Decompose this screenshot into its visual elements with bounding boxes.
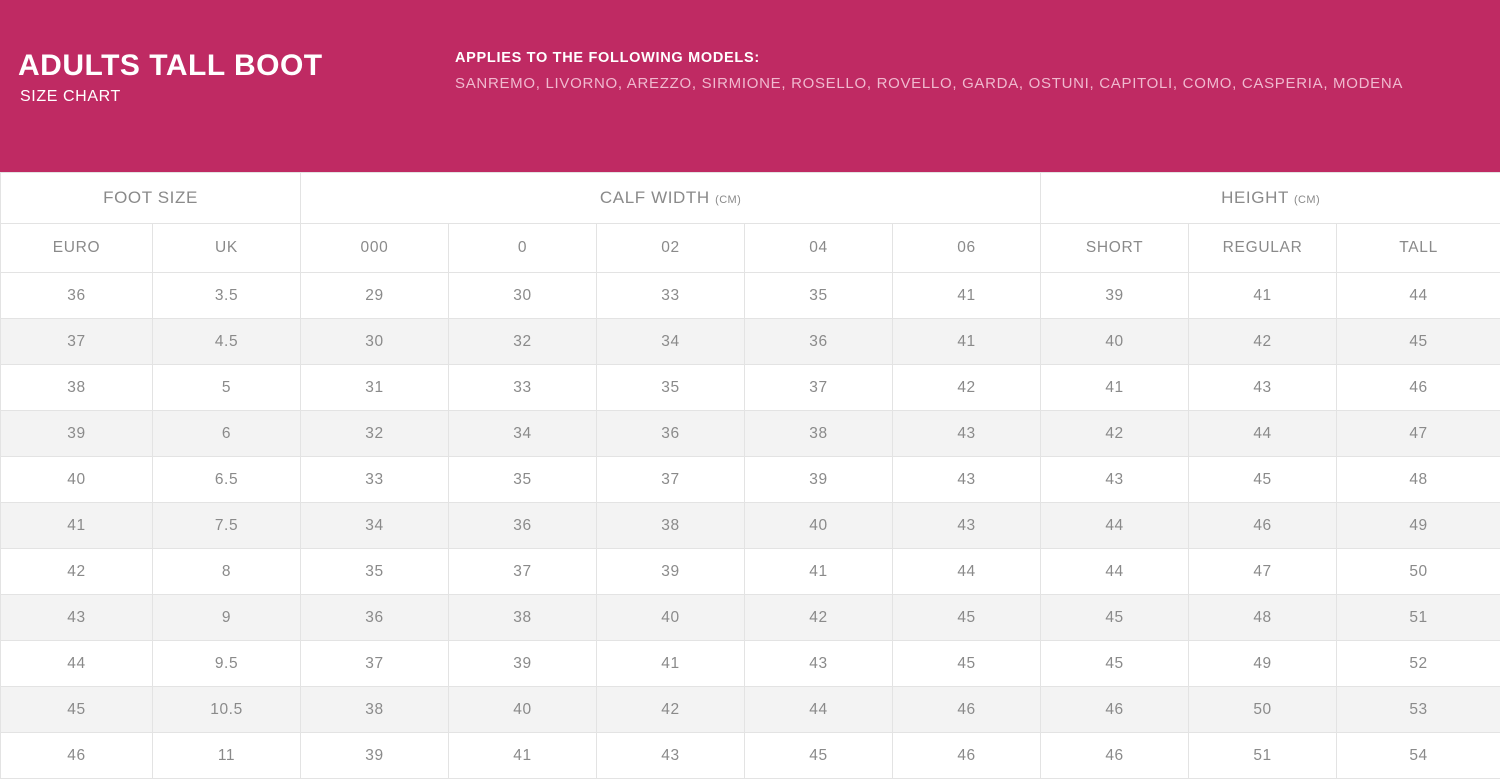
cell-tall: 53 [1337, 687, 1500, 733]
column-header-02: 02 [597, 224, 745, 273]
cell-short: 40 [1041, 319, 1189, 365]
cell-02: 40 [597, 595, 745, 641]
cell-000: 34 [301, 503, 449, 549]
cell-02: 34 [597, 319, 745, 365]
page-subtitle: SIZE CHART [20, 88, 455, 106]
cell-04: 39 [745, 457, 893, 503]
cell-02: 39 [597, 549, 745, 595]
cell-tall: 52 [1337, 641, 1500, 687]
cell-000: 35 [301, 549, 449, 595]
cell-000: 37 [301, 641, 449, 687]
table-row [1, 641, 1500, 687]
cell-0: 32 [449, 319, 597, 365]
group-header-foot-size-label: FOOT SIZE [103, 188, 198, 207]
table-row [1, 273, 1500, 319]
cell-euro: 36 [1, 273, 153, 319]
cell-tall: 50 [1337, 549, 1500, 595]
cell-uk: 11 [153, 733, 301, 779]
size-chart-table [0, 172, 1500, 779]
cell-0: 36 [449, 503, 597, 549]
cell-02: 35 [597, 365, 745, 411]
table-row [1, 687, 1500, 733]
cell-06: 44 [893, 549, 1041, 595]
cell-regular: 43 [1189, 365, 1337, 411]
cell-short: 46 [1041, 733, 1189, 779]
cell-06: 45 [893, 595, 1041, 641]
cell-uk: 7.5 [153, 503, 301, 549]
cell-regular: 41 [1189, 273, 1337, 319]
cell-euro: 42 [1, 549, 153, 595]
table-row [1, 503, 1500, 549]
cell-regular: 49 [1189, 641, 1337, 687]
page-title: ADULTS TALL BOOT [18, 50, 455, 82]
cell-06: 42 [893, 365, 1041, 411]
cell-uk: 3.5 [153, 273, 301, 319]
cell-04: 43 [745, 641, 893, 687]
cell-tall: 45 [1337, 319, 1500, 365]
cell-000: 30 [301, 319, 449, 365]
models-list: SANREMO, LIVORNO, AREZZO, SIRMIONE, ROSELLO, ROVELLO, GARDA, OSTUNI, CAPITOLI, COMO, CASPERIA, MODENA [455, 72, 1475, 95]
cell-000: 33 [301, 457, 449, 503]
cell-short: 44 [1041, 503, 1189, 549]
cell-0: 41 [449, 733, 597, 779]
cell-tall: 44 [1337, 273, 1500, 319]
table-group-header-row [1, 173, 1500, 224]
cell-tall: 49 [1337, 503, 1500, 549]
cell-short: 42 [1041, 411, 1189, 457]
table-row [1, 457, 1500, 503]
cell-0: 37 [449, 549, 597, 595]
cell-regular: 44 [1189, 411, 1337, 457]
table-column-header-row [1, 224, 1500, 273]
column-header-regular: REGULAR [1189, 224, 1337, 273]
table-row [1, 411, 1500, 457]
cell-0: 35 [449, 457, 597, 503]
group-header-height-label: HEIGHT [1221, 188, 1289, 207]
cell-uk: 6.5 [153, 457, 301, 503]
cell-0: 40 [449, 687, 597, 733]
cell-04: 35 [745, 273, 893, 319]
column-header-000: 000 [301, 224, 449, 273]
cell-06: 43 [893, 411, 1041, 457]
cell-uk: 4.5 [153, 319, 301, 365]
cell-04: 44 [745, 687, 893, 733]
title-block [0, 50, 455, 106]
cell-000: 29 [301, 273, 449, 319]
cell-06: 45 [893, 641, 1041, 687]
cell-uk: 5 [153, 365, 301, 411]
cell-uk: 9.5 [153, 641, 301, 687]
cell-regular: 46 [1189, 503, 1337, 549]
header-content [0, 0, 1500, 106]
cell-06: 46 [893, 733, 1041, 779]
cell-0: 30 [449, 273, 597, 319]
cell-0: 39 [449, 641, 597, 687]
table-row [1, 595, 1500, 641]
cell-short: 43 [1041, 457, 1189, 503]
table-row [1, 319, 1500, 365]
cell-short: 45 [1041, 641, 1189, 687]
cell-uk: 6 [153, 411, 301, 457]
column-header-04: 04 [745, 224, 893, 273]
cell-uk: 9 [153, 595, 301, 641]
column-header-tall: TALL [1337, 224, 1500, 273]
cell-short: 41 [1041, 365, 1189, 411]
cell-tall: 48 [1337, 457, 1500, 503]
group-header-height-unit: (CM) [1294, 194, 1320, 206]
cell-0: 38 [449, 595, 597, 641]
cell-000: 32 [301, 411, 449, 457]
cell-04: 38 [745, 411, 893, 457]
cell-02: 36 [597, 411, 745, 457]
cell-regular: 47 [1189, 549, 1337, 595]
cell-short: 44 [1041, 549, 1189, 595]
cell-short: 39 [1041, 273, 1189, 319]
table-row [1, 365, 1500, 411]
models-block [455, 50, 1500, 95]
cell-short: 46 [1041, 687, 1189, 733]
cell-euro: 44 [1, 641, 153, 687]
cell-regular: 42 [1189, 319, 1337, 365]
cell-short: 45 [1041, 595, 1189, 641]
cell-02: 41 [597, 641, 745, 687]
cell-04: 36 [745, 319, 893, 365]
cell-04: 42 [745, 595, 893, 641]
cell-06: 46 [893, 687, 1041, 733]
cell-06: 41 [893, 273, 1041, 319]
column-header-06: 06 [893, 224, 1041, 273]
cell-06: 43 [893, 503, 1041, 549]
table-row [1, 549, 1500, 595]
cell-0: 33 [449, 365, 597, 411]
cell-000: 36 [301, 595, 449, 641]
table-row [1, 733, 1500, 779]
cell-04: 40 [745, 503, 893, 549]
models-label: APPLIES TO THE FOLLOWING MODELS: [455, 50, 1480, 66]
cell-04: 45 [745, 733, 893, 779]
table-body [1, 273, 1500, 779]
cell-euro: 41 [1, 503, 153, 549]
cell-euro: 38 [1, 365, 153, 411]
cell-euro: 39 [1, 411, 153, 457]
cell-uk: 8 [153, 549, 301, 595]
column-header-uk: UK [153, 224, 301, 273]
cell-regular: 51 [1189, 733, 1337, 779]
cell-0: 34 [449, 411, 597, 457]
cell-02: 37 [597, 457, 745, 503]
page-header [0, 0, 1500, 172]
cell-euro: 40 [1, 457, 153, 503]
cell-02: 33 [597, 273, 745, 319]
group-header-calf-width [301, 173, 1041, 224]
group-header-height [1041, 173, 1500, 224]
cell-04: 37 [745, 365, 893, 411]
cell-regular: 45 [1189, 457, 1337, 503]
column-header-euro: EURO [1, 224, 153, 273]
cell-euro: 43 [1, 595, 153, 641]
cell-euro: 46 [1, 733, 153, 779]
cell-tall: 46 [1337, 365, 1500, 411]
column-header-0: 0 [449, 224, 597, 273]
cell-tall: 51 [1337, 595, 1500, 641]
cell-02: 38 [597, 503, 745, 549]
cell-000: 39 [301, 733, 449, 779]
cell-euro: 37 [1, 319, 153, 365]
group-header-calf-width-unit: (CM) [715, 194, 741, 206]
cell-tall: 47 [1337, 411, 1500, 457]
cell-02: 42 [597, 687, 745, 733]
column-header-short: SHORT [1041, 224, 1189, 273]
cell-06: 41 [893, 319, 1041, 365]
cell-euro: 45 [1, 687, 153, 733]
group-header-foot-size [1, 173, 301, 224]
cell-000: 38 [301, 687, 449, 733]
cell-02: 43 [597, 733, 745, 779]
cell-regular: 48 [1189, 595, 1337, 641]
cell-000: 31 [301, 365, 449, 411]
cell-regular: 50 [1189, 687, 1337, 733]
cell-tall: 54 [1337, 733, 1500, 779]
group-header-calf-width-label: CALF WIDTH [600, 188, 710, 207]
cell-06: 43 [893, 457, 1041, 503]
cell-uk: 10.5 [153, 687, 301, 733]
cell-04: 41 [745, 549, 893, 595]
